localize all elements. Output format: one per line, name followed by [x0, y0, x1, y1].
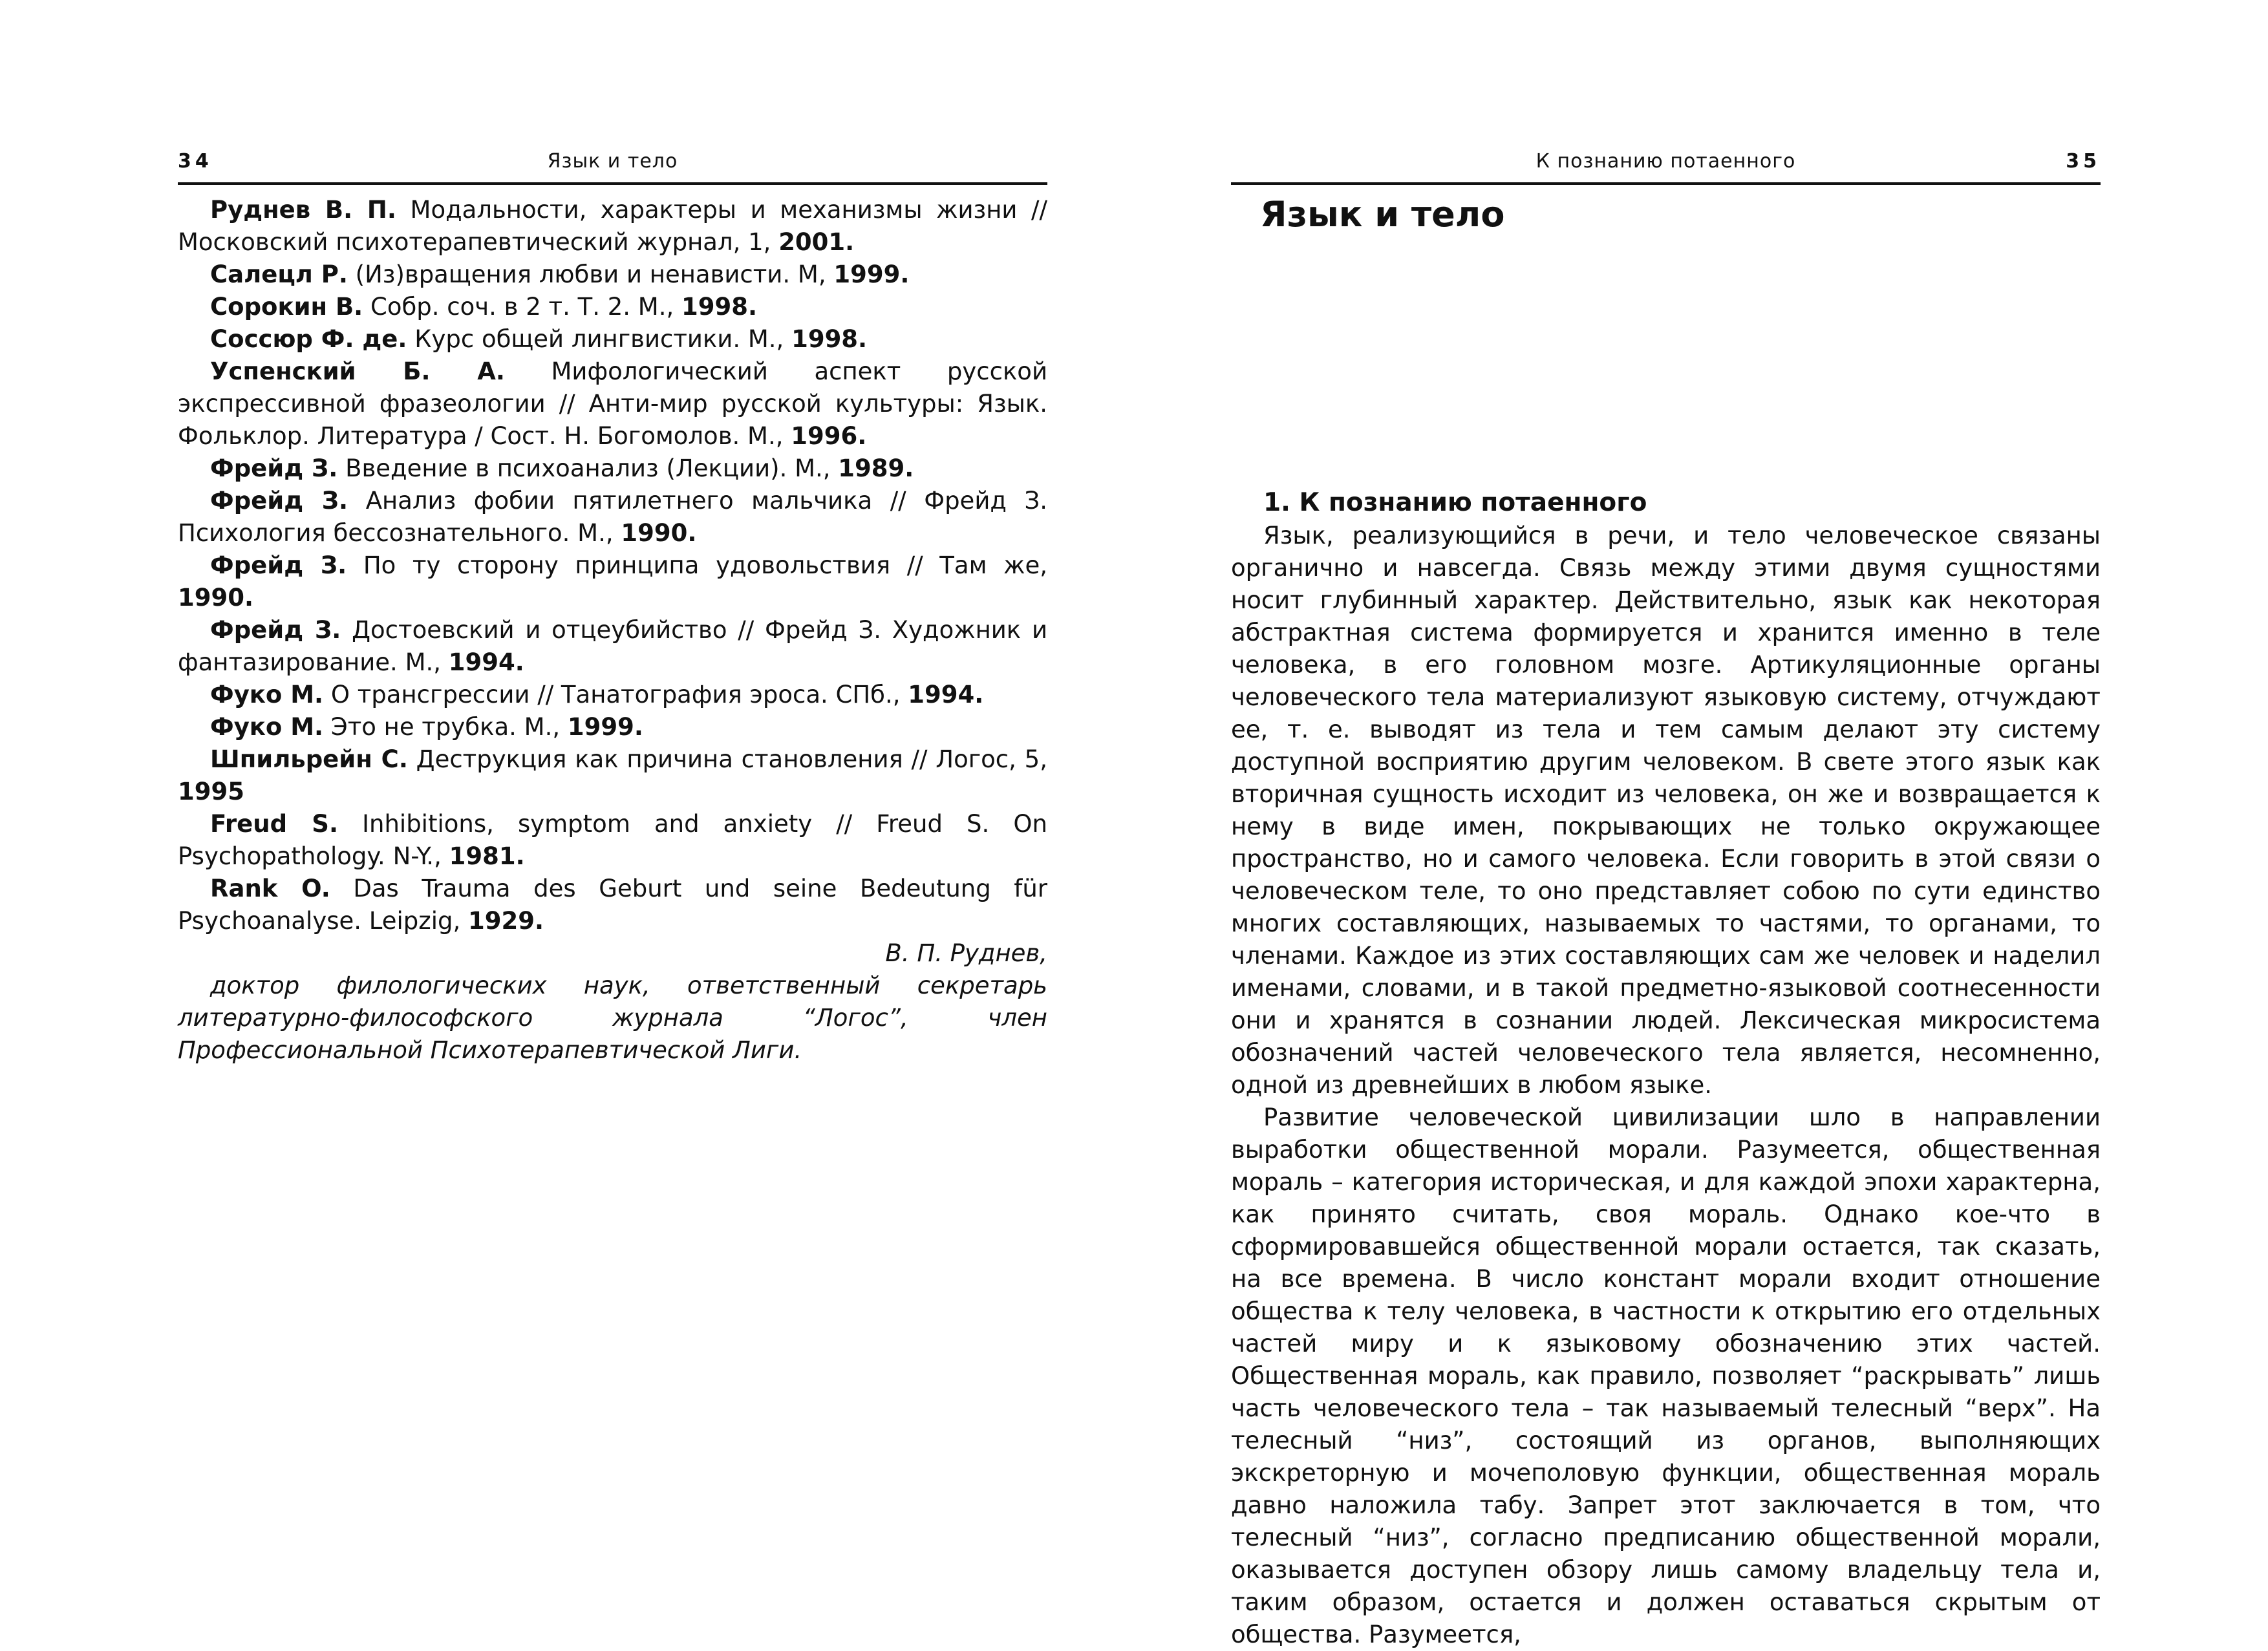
bib-entry: [178, 873, 1047, 937]
bib-author: Фрейд З.: [210, 487, 348, 515]
section-title: 1. К познанию потаенного: [1263, 488, 1647, 517]
bib-year: 1981.: [449, 842, 525, 870]
left-page: [0, 0, 1134, 1603]
left-page-number: 34: [178, 150, 213, 173]
bib-entry: [178, 808, 1047, 873]
bib-year: 1990.: [178, 584, 254, 612]
bib-year: 1994.: [908, 681, 984, 708]
bib-author: Шпильрейн С.: [210, 745, 408, 773]
bib-year: 1929.: [468, 907, 544, 935]
bib-year: 1999.: [833, 261, 910, 288]
bib-year: 1995: [178, 778, 244, 805]
bib-year: 1996.: [791, 422, 867, 450]
bib-text: Модальности, характеры и механизмы жизни // Московский психотерапевтический журнал, 1,: [178, 196, 1047, 256]
bib-entry: [178, 453, 1047, 485]
bib-author: Фрейд З.: [210, 551, 347, 579]
signature-role: доктор филологических наук, ответственный секретарь литературно-философского журнала “Логос”, член Профессиональной Психотерапевтической Лиги.: [178, 972, 1047, 1064]
bib-text: Собр. соч. в 2 т. Т. 2. М.,: [363, 293, 681, 321]
bib-author: Freud S.: [210, 810, 338, 838]
bib-text: Введение в психоанализ (Лекции). М.,: [337, 454, 839, 482]
bib-year: 1999.: [567, 713, 643, 741]
bib-year: 1990.: [621, 519, 697, 547]
bib-text: О трансгрессии // Танатография эроса. СПб.,: [323, 681, 908, 708]
chapter-body: [1231, 486, 2101, 1651]
bib-text: Мифологический аспект русской экспрессивной фразеологии // Анти-мир русской культуры: Язык. Фольклор. Литература / Сост. Н. Богомолов. М.,: [178, 357, 1047, 450]
chapter-title: Язык и тело: [1260, 194, 1505, 235]
left-header-rule: [178, 182, 1047, 185]
right-running-title: К познанию потаенного: [1535, 150, 1796, 173]
bib-author: Руднев В. П.: [210, 196, 396, 224]
bib-year: 1998.: [681, 293, 758, 321]
bib-entry: [178, 743, 1047, 808]
bib-entry: [178, 614, 1047, 679]
bib-author: Сорокин В.: [210, 293, 363, 321]
bib-author: Rank O.: [210, 875, 330, 902]
right-running-head: [1231, 150, 2101, 178]
bib-author: Соссюр Ф. де.: [210, 325, 407, 353]
bibliography: [178, 194, 1047, 1067]
bib-author: Успенский Б. А.: [210, 357, 505, 385]
right-page: [1134, 0, 2268, 1648]
bib-author: Фрейд З.: [210, 616, 341, 644]
bib-entry: [178, 679, 1047, 711]
left-running-title: Язык и тело: [547, 150, 678, 173]
bib-entry: [178, 711, 1047, 743]
bib-entry: [178, 259, 1047, 291]
signature-name: В. П. Руднев,: [885, 939, 1047, 967]
bib-year: 2001.: [778, 228, 855, 256]
bib-text: Анализ фобии пятилетнего мальчика // Фрейд З. Психология бессознательного. М.,: [178, 487, 1047, 547]
bib-text: Inhibitions, symptom and anxiety // Freud S. On Psychopathology. N-Y.,: [178, 810, 1047, 870]
paragraph: Развитие человеческой цивилизации шло в направлении выработки общественной морали. Разумеется, общественная мораль – категория историческая, и для каждой эпохи характерна, как принято считать, своя мораль. Однако кое-что в сформировавшейся общественной морали остается, так сказать, на все времена. В число констант морали входит отношение общества к телу человека, в частности к открытию его отдельных частей миру и к языковому обозначению этих частей. Общественная мораль, как правило, позволяет “раскрывать” лишь часть человеческого тела – так называемый телесный “верх”. На телесный “низ”, состоящий из органов, выполняющих экскреторную и мочеполовую функции, общественная мораль давно наложила табу. Запрет этот заключается в том, что телесный “низ”, согласно предписанию общественной морали, оказывается доступен обзору лишь самому владельцу тела и, таким образом, остается и должен оставаться скрытым от общества. Разумеется,: [1231, 1103, 2101, 1648]
bib-entry: [178, 291, 1047, 323]
bib-text: (Из)вращения любви и ненависти. М,: [347, 261, 834, 288]
bib-text: Это не трубка. М.,: [323, 713, 568, 741]
bib-text: Достоевский и отцеубийство // Фрейд З. Художник и фантазирование. М.,: [178, 616, 1047, 676]
bib-text: Курс общей лингвистики. М.,: [407, 325, 792, 353]
bib-author: Фуко М.: [210, 681, 324, 708]
bib-entry: [178, 485, 1047, 549]
bib-author: Фуко М.: [210, 713, 324, 741]
bib-author: Салецл Р.: [210, 261, 348, 288]
bib-text: Деструкция как причина становления // Логос, 5,: [407, 745, 1047, 773]
bib-text: Das Trauma des Geburt und seine Bedeutung für Psychoanalyse. Leipzig,: [178, 875, 1047, 935]
right-page-number: 35: [2066, 150, 2101, 173]
bib-year: 1994.: [448, 648, 524, 676]
paragraph: Язык, реализующийся в речи, и тело человеческое связаны органично и навсегда. Связь между этими двумя сущностями носит глубинный характер. Действительно, язык как некоторая абстрактная система формируется и хранится именно в теле человека, в его головном мозге. Артикуляционные органы человеческого тела материализуют языковую систему, отчуждают ее, т. е. выводят из тела и тем самым делают эту систему доступной восприятию другим человеком. В свете этого язык как вторичная сущность исходит из человека, он же и возвращается к нему в виде имен, покрывающих не только окружающее пространство, но и самого человека. Если говорить в этой связи о человеческом теле, то оно представляет собою по сути единство многих составляющих, называемых то частями, то органами, то членами. Каждое из этих составляющих сам же человек и наделил именами, словами, и в такой предметно-языковой соотнесенности они и хранятся в сознании людей. Лексическая микросистема обозначений частей человеческого тела является, несомненно, одной из древнейших в любом языке.: [1231, 522, 2101, 1099]
bib-text: По ту сторону принципа удовольствия // Там же,: [347, 551, 1047, 579]
bib-year: 1998.: [791, 325, 868, 353]
bib-entry: [178, 323, 1047, 356]
bib-entry: [178, 194, 1047, 259]
bib-author: Фрейд З.: [210, 454, 338, 482]
left-running-head: [178, 150, 1047, 178]
bib-entry: [178, 356, 1047, 453]
bib-year: 1989.: [838, 454, 914, 482]
bib-entry: [178, 549, 1047, 614]
right-header-rule: [1231, 182, 2101, 185]
